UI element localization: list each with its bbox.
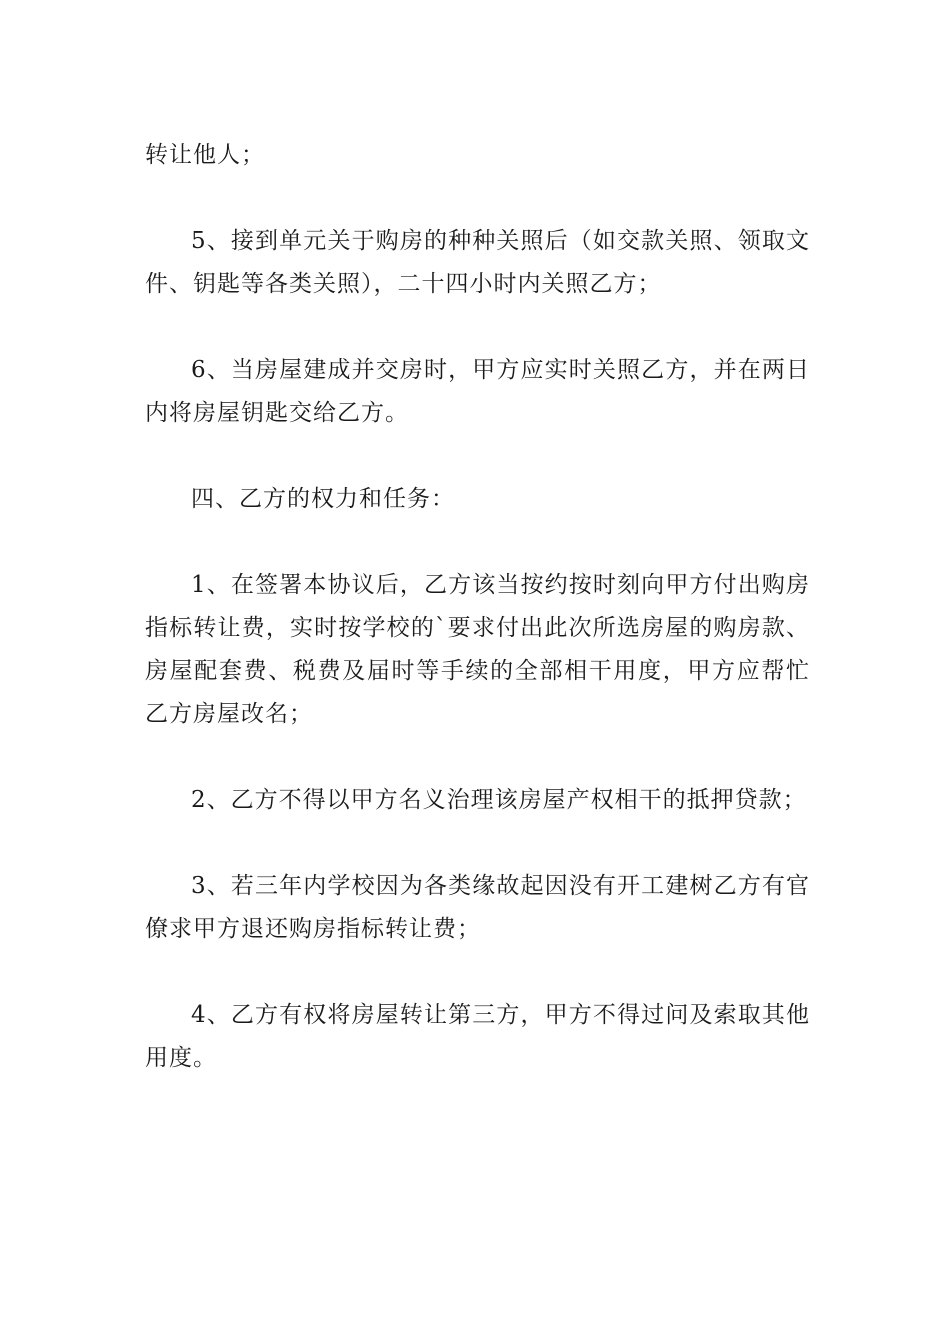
paragraph-continuation: 转让他人； [145, 142, 265, 168]
paragraph-clause-3-5: 5、接到单元关于购房的种种关照后（如交款关照、领取文件、钥匙等各类关照），二十四小时内关照乙方； [145, 228, 810, 297]
paragraph-clause-4-1: 1、在签署本协议后，乙方该当按约按时刻向甲方付出购房指标转让费，实时按学校的`要求付出此次所选房屋的购房款、房屋配套费、税费及届时等手续的全部相干用度，甲方应帮忙乙方房屋改名； [145, 572, 810, 727]
paragraph-clause-4-3: 3、若三年内学校因为各类缘故起因没有开工建树乙方有官僚求甲方退还购房指标转让费； [145, 873, 810, 942]
paragraph-clause-4-4: 4、乙方有权将房屋转让第三方，甲方不得过问及索取其他用度。 [145, 1002, 810, 1071]
section-heading-party-b-rights: 四、乙方的权力和任务： [191, 486, 455, 512]
document-body [145, 134, 810, 1123]
paragraph-clause-4-2: 2、乙方不得以甲方名义治理该房屋产权相干的抵押贷款； [191, 787, 807, 813]
paragraph-clause-3-6: 6、当房屋建成并交房时，甲方应实时关照乙方，并在两日内将房屋钥匙交给乙方。 [145, 357, 810, 426]
